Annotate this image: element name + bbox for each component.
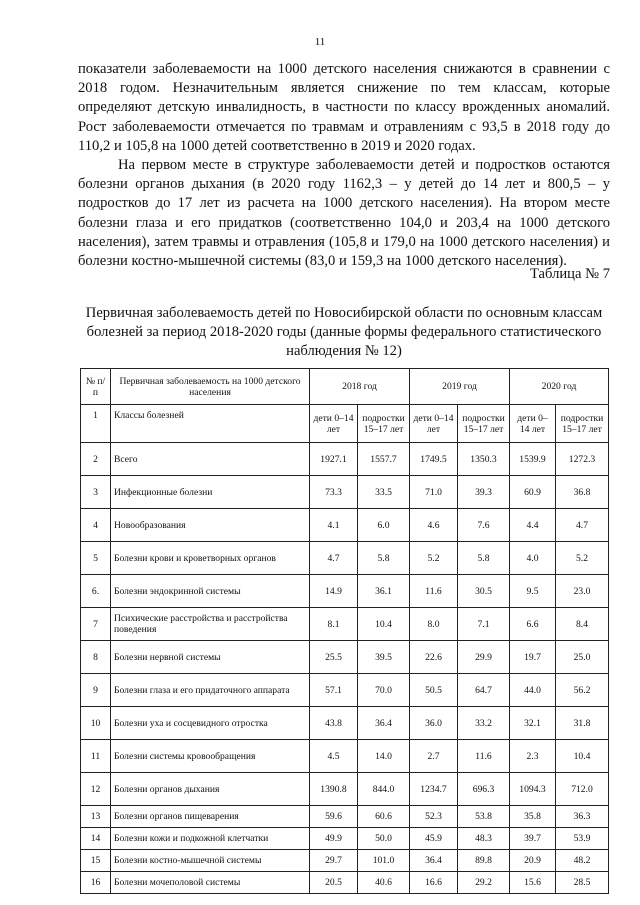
value-cell: 28.5: [556, 872, 609, 894]
value-cell: 1749.5: [410, 443, 458, 476]
value-cell: 73.3: [310, 476, 358, 509]
value-cell: 31.8: [556, 707, 609, 740]
value-cell: 50.0: [358, 828, 410, 850]
row-number: 10: [81, 707, 111, 740]
value-cell: 48.3: [458, 828, 510, 850]
table-row: [81, 476, 609, 509]
value-cell: 5.2: [556, 542, 609, 575]
value-cell: 60.6: [358, 806, 410, 828]
value-cell: 6.6: [510, 608, 556, 641]
value-cell: 25.5: [310, 641, 358, 674]
value-cell: 2.7: [410, 740, 458, 773]
table-row: [81, 608, 609, 641]
paragraph: показатели заболеваемости на 1000 детского населения снижаются в сравнении с 2018 годом. Незначительным является снижение по тем классам, которые определяют детскую инвалидность, в частности по классу врожденных аномалий. Рост заболеваемости отмечается по травмам и отравлениям с 93,5 в 2018 году до 110,2 и 105,8 на 1000 детей соответственно в 2019 и 2020 годах.: [78, 61, 610, 154]
row-number: 2: [81, 443, 111, 476]
header-year-2018: 2018 год: [310, 369, 410, 405]
table-title: Первичная заболеваемость детей по Новосибирской области по основным классам болезней за период 2018-2020 годы (данные формы федерального статистического наблюдения № 12): [85, 305, 603, 359]
value-cell: 59.6: [310, 806, 358, 828]
value-cell: 36.1: [358, 575, 410, 608]
value-cell: 11.6: [458, 740, 510, 773]
value-cell: 56.2: [556, 674, 609, 707]
value-cell: 44.0: [510, 674, 556, 707]
disease-class: Болезни костно-мышечной системы: [111, 850, 310, 872]
disease-class: Болезни крови и кроветворных органов: [111, 542, 310, 575]
value-cell: 1927.1: [310, 443, 358, 476]
table-row: [81, 641, 609, 674]
row-number: 4: [81, 509, 111, 542]
value-cell: 60.9: [510, 476, 556, 509]
value-cell: 39.7: [510, 828, 556, 850]
value-cell: 8.4: [556, 608, 609, 641]
value-cell: 89.8: [458, 850, 510, 872]
subheader-children: дети 0–14 лет: [310, 405, 358, 443]
value-cell: 36.0: [410, 707, 458, 740]
value-cell: 43.8: [310, 707, 358, 740]
table-row: [81, 575, 609, 608]
value-cell: 29.7: [310, 850, 358, 872]
value-cell: 11.6: [410, 575, 458, 608]
disease-class: Болезни уха и сосцевидного отростка: [111, 707, 310, 740]
table-row: [81, 828, 609, 850]
value-cell: 25.0: [556, 641, 609, 674]
value-cell: 1094.3: [510, 773, 556, 806]
value-cell: 9.5: [510, 575, 556, 608]
table-row: [81, 674, 609, 707]
row-number: 7: [81, 608, 111, 641]
value-cell: 52.3: [410, 806, 458, 828]
value-cell: 23.0: [556, 575, 609, 608]
value-cell: 35.8: [510, 806, 556, 828]
value-cell: 36.4: [410, 850, 458, 872]
value-cell: 1390.8: [310, 773, 358, 806]
value-cell: 1234.7: [410, 773, 458, 806]
body-text: [78, 60, 610, 271]
value-cell: 10.4: [556, 740, 609, 773]
row-number: 13: [81, 806, 111, 828]
value-cell: 53.8: [458, 806, 510, 828]
value-cell: 64.7: [458, 674, 510, 707]
row-number: 16: [81, 872, 111, 894]
value-cell: 4.6: [410, 509, 458, 542]
row-number: 5: [81, 542, 111, 575]
table-row: [81, 707, 609, 740]
disease-class: Болезни эндокринной системы: [111, 575, 310, 608]
value-cell: 4.5: [310, 740, 358, 773]
value-cell: 4.4: [510, 509, 556, 542]
subheader-children: дети 0–14 лет: [410, 405, 458, 443]
disease-class: Болезни органов дыхания: [111, 773, 310, 806]
value-cell: 33.5: [358, 476, 410, 509]
table-body: [81, 443, 609, 894]
header-year-2019: 2019 год: [410, 369, 510, 405]
value-cell: 16.6: [410, 872, 458, 894]
table-row: [81, 872, 609, 894]
value-cell: 53.9: [556, 828, 609, 850]
value-cell: 36.8: [556, 476, 609, 509]
value-cell: 1557.7: [358, 443, 410, 476]
value-cell: 45.9: [410, 828, 458, 850]
value-cell: 32.1: [510, 707, 556, 740]
value-cell: 20.5: [310, 872, 358, 894]
subheader-name: Классы болезней: [111, 405, 310, 443]
morbidity-table: [80, 368, 609, 894]
row-number: 6.: [81, 575, 111, 608]
value-cell: 5.8: [458, 542, 510, 575]
value-cell: 14.9: [310, 575, 358, 608]
table-row: [81, 740, 609, 773]
table-row: [81, 542, 609, 575]
table-row: [81, 773, 609, 806]
value-cell: 712.0: [556, 773, 609, 806]
value-cell: 19.7: [510, 641, 556, 674]
subheader-teens: подростки 15–17 лет: [458, 405, 510, 443]
table-label: Таблица № 7: [530, 266, 610, 282]
value-cell: 8.0: [410, 608, 458, 641]
value-cell: 4.7: [310, 542, 358, 575]
value-cell: 71.0: [410, 476, 458, 509]
header-num: № п/п: [81, 369, 111, 405]
subheader-num: 1: [81, 405, 111, 443]
value-cell: 48.2: [556, 850, 609, 872]
value-cell: 101.0: [358, 850, 410, 872]
value-cell: 2.3: [510, 740, 556, 773]
value-cell: 10.4: [358, 608, 410, 641]
value-cell: 1539.9: [510, 443, 556, 476]
value-cell: 4.7: [556, 509, 609, 542]
disease-class: Болезни органов пищеварения: [111, 806, 310, 828]
value-cell: 40.6: [358, 872, 410, 894]
value-cell: 15.6: [510, 872, 556, 894]
disease-class: Психические расстройства и расстройства поведения: [111, 608, 310, 641]
disease-class: Болезни глаза и его придаточного аппарата: [111, 674, 310, 707]
paragraph: На первом месте в структуре заболеваемости детей и подростков остаются болезни органов дыхания (в 2020 году 1162,3 – у детей до 14 лет и 800,5 – у подростков до 17 лет из расчета на 1000 детского населения). На втором месте болезни глаза и его придатков (соответственно 104,0 и 203,4 на 1000 детского населения), затем травмы и отравления (105,8 и 179,0 на 1000 детского населения) и болезни костно-мышечной системы (83,0 и 159,3 на 1000 детского населения).: [78, 157, 610, 270]
value-cell: 1350.3: [458, 443, 510, 476]
subheader-teens: подростки 15–17 лет: [358, 405, 410, 443]
page-number: 11: [314, 36, 326, 48]
value-cell: 5.8: [358, 542, 410, 575]
value-cell: 22.6: [410, 641, 458, 674]
disease-class: Новообразования: [111, 509, 310, 542]
table-row: [81, 443, 609, 476]
disease-class: Инфекционные болезни: [111, 476, 310, 509]
value-cell: 4.1: [310, 509, 358, 542]
table-row: [81, 806, 609, 828]
row-number: 8: [81, 641, 111, 674]
value-cell: 4.0: [510, 542, 556, 575]
value-cell: 50.5: [410, 674, 458, 707]
value-cell: 1272.3: [556, 443, 609, 476]
value-cell: 696.3: [458, 773, 510, 806]
value-cell: 49.9: [310, 828, 358, 850]
header-name: Первичная заболеваемость на 1000 детского населения: [111, 369, 310, 405]
value-cell: 844.0: [358, 773, 410, 806]
disease-class: Болезни кожи и подкожной клетчатки: [111, 828, 310, 850]
value-cell: 70.0: [358, 674, 410, 707]
disease-class: Болезни системы кровообращения: [111, 740, 310, 773]
row-number: 15: [81, 850, 111, 872]
subheader-teens: подростки 15–17 лет: [556, 405, 609, 443]
value-cell: 5.2: [410, 542, 458, 575]
table-row: [81, 850, 609, 872]
value-cell: 36.4: [358, 707, 410, 740]
value-cell: 8.1: [310, 608, 358, 641]
header-year-2020: 2020 год: [510, 369, 609, 405]
subheader-children: дети 0–14 лет: [510, 405, 556, 443]
value-cell: 20.9: [510, 850, 556, 872]
row-number: 3: [81, 476, 111, 509]
disease-class: Болезни нервной системы: [111, 641, 310, 674]
value-cell: 39.5: [358, 641, 410, 674]
value-cell: 7.6: [458, 509, 510, 542]
value-cell: 30.5: [458, 575, 510, 608]
value-cell: 39.3: [458, 476, 510, 509]
value-cell: 36.3: [556, 806, 609, 828]
row-number: 12: [81, 773, 111, 806]
value-cell: 14.0: [358, 740, 410, 773]
row-number: 14: [81, 828, 111, 850]
value-cell: 6.0: [358, 509, 410, 542]
row-number: 11: [81, 740, 111, 773]
value-cell: 29.9: [458, 641, 510, 674]
table-row: [81, 509, 609, 542]
value-cell: 29.2: [458, 872, 510, 894]
value-cell: 7.1: [458, 608, 510, 641]
row-number: 9: [81, 674, 111, 707]
disease-class: Всего: [111, 443, 310, 476]
value-cell: 33.2: [458, 707, 510, 740]
value-cell: 57.1: [310, 674, 358, 707]
disease-class: Болезни мочеполовой системы: [111, 872, 310, 894]
